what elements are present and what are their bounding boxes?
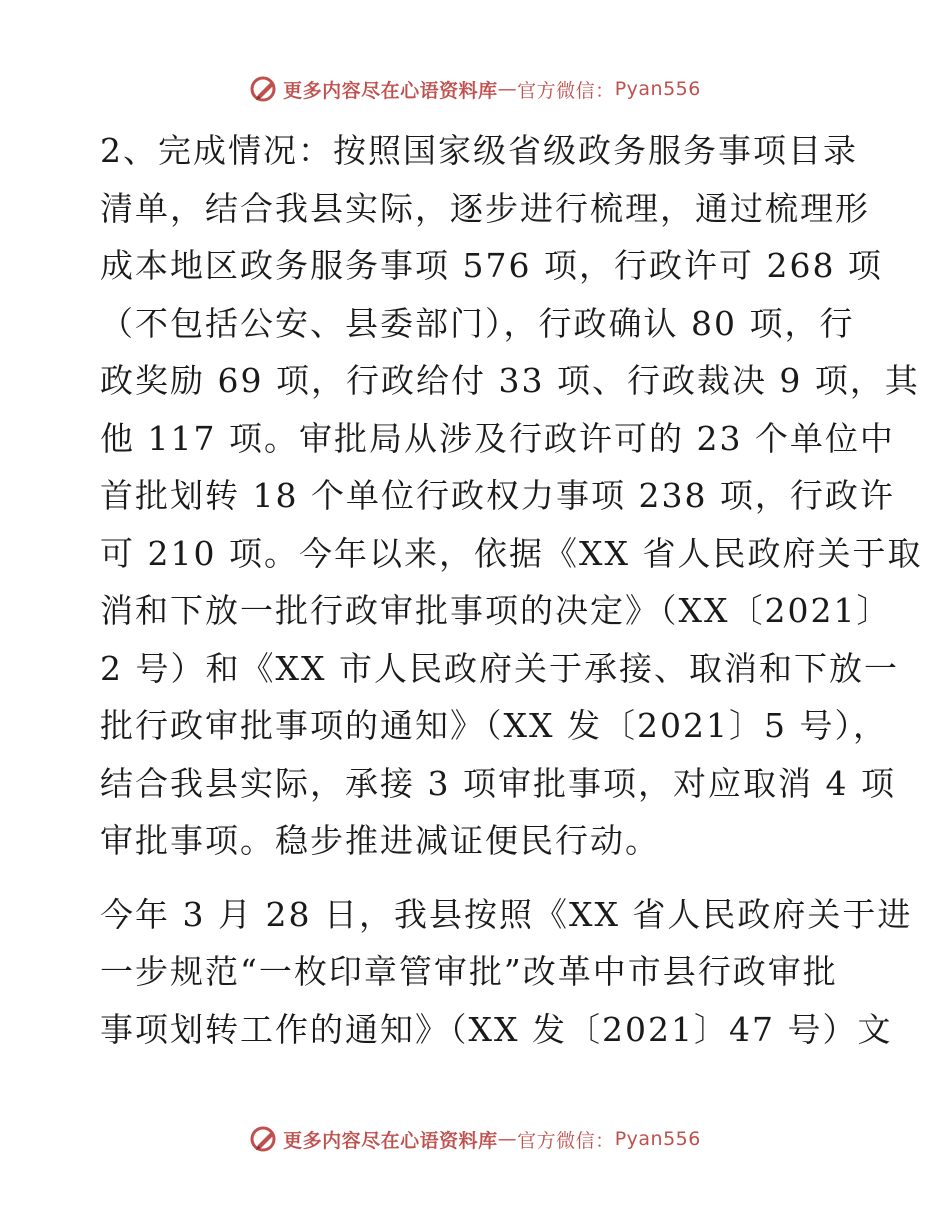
paragraph-1 <box>100 122 923 870</box>
paragraph-line: 批行政审批事项的通知》（XX 发〔2021〕5 号）， <box>100 706 888 745</box>
paragraph-line: 清单，结合我县实际，逐步进行梳理，通过梳理形 <box>100 188 870 228</box>
banner-dash: — <box>497 1128 518 1150</box>
paragraph-line: 可 210 项。今年以来，依据《XX 省人民政府关于取 <box>100 533 923 573</box>
paragraph-line: 成本地区政务服务事项 576 项，行政许可 268 项 <box>100 246 883 285</box>
pen-logo-icon <box>249 1124 279 1154</box>
header-watermark-banner <box>0 74 950 104</box>
banner-label: 官方微信： <box>517 79 615 102</box>
banner-label: 官方微信： <box>517 1129 615 1152</box>
paragraph-line: 消和下放一批行政审批事项的决定》（XX〔2021〕 <box>100 591 892 630</box>
paragraph-line: 事项划转工作的通知》（XX 发〔2021〕47 号）文 <box>100 1009 893 1049</box>
paragraph-line: （不包括公安、县委部门），行政确认 80 项，行 <box>100 303 855 343</box>
paragraph-line: 首批划转 18 个单位行政权力事项 238 项，行政许 <box>100 476 895 515</box>
paragraph-line: 2、完成情况：按照国家级省级政务服务事项目录 <box>100 131 858 170</box>
paragraph-line: 审批事项。稳步推进减证便民行动。 <box>100 821 660 860</box>
banner-text: 更多内容尽在心语资料库 <box>283 79 498 102</box>
footer-watermark-banner <box>0 1124 950 1154</box>
paragraph-line: 今年 3 月 28 日，我县按照《XX 省人民政府关于进 <box>100 894 913 934</box>
paragraph-line: 2 号）和《XX 市人民政府关于承接、取消和下放一 <box>100 648 899 688</box>
pen-logo-icon <box>249 74 279 104</box>
paragraph-line: 一步规范“一枚印章管审批”改革中市县行政审批 <box>100 952 838 991</box>
paragraph-2 <box>100 886 913 1059</box>
banner-dash: — <box>497 78 518 100</box>
banner-account: Pyan556 <box>614 78 701 100</box>
banner-text: 更多内容尽在心语资料库 <box>283 1129 498 1152</box>
paragraph-line: 政奖励 69 项，行政给付 33 项、行政裁决 9 项，其 <box>100 361 920 400</box>
paragraph-line: 他 117 项。审批局从涉及行政许可的 23 个单位中 <box>100 418 895 458</box>
banner-account: Pyan556 <box>614 1128 701 1150</box>
document-body <box>100 122 923 1058</box>
paragraph-line: 结合我县实际，承接 3 项审批事项，对应取消 4 项 <box>100 763 896 803</box>
